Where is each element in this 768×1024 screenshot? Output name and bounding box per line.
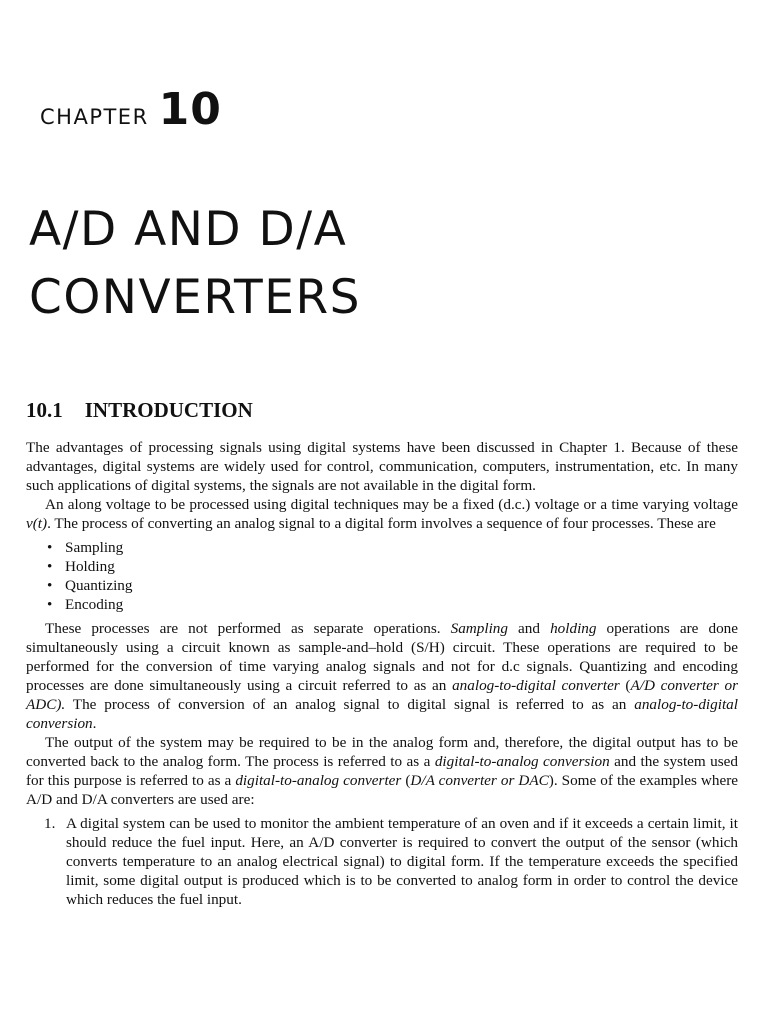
section-heading (26, 398, 253, 423)
list-item-number: 1. (44, 815, 56, 832)
body-text (26, 438, 738, 909)
process-list (26, 538, 738, 614)
paragraph-processes (26, 619, 738, 733)
emphasis-adc-abbrev: A/D converter or ADC). (26, 677, 738, 713)
section-title: INTRODUCTION (84, 398, 253, 422)
emphasis-dac-conversion: digital-to-analog conversion (434, 753, 610, 770)
emphasis-adc-conversion: analog-to-digital conversion (26, 696, 738, 732)
paragraph-analog-voltage (26, 495, 738, 533)
text-run: and (508, 620, 551, 637)
section-number: 10.1 (26, 398, 63, 422)
bullet-icon: • (47, 577, 53, 594)
emphasis-adc-term: analog-to-digital converter (452, 677, 620, 694)
chapter-heading (40, 84, 222, 135)
text-run: . (92, 715, 97, 732)
text-run: and the system used for this purpose is referred to as a (26, 753, 739, 789)
list-item (47, 557, 738, 576)
text-run: The output of the system may be required to be in the analog form and, therefore, the digital output has to be converted back to the analog form. The process is referred to as a (26, 734, 738, 770)
emphasis-holding: holding (550, 620, 597, 637)
paragraph-analog-voltage-text-1: An along voltage to be processed using digital techniques may be a fixed (d.c.) voltage or a time varying voltage (45, 496, 738, 513)
examples-list (26, 814, 738, 909)
text-run: ). Some of the examples where A/D and D/A converters are used are: (26, 772, 739, 808)
list-item-text: Quantizing (65, 577, 133, 594)
text-run: ( (619, 677, 631, 694)
paragraph-dac (26, 733, 738, 809)
bullet-icon: • (47, 558, 53, 575)
chapter-label: CHAPTER (40, 105, 149, 129)
list-item (47, 538, 738, 557)
bullet-icon: • (47, 539, 53, 556)
emphasis-sampling: Sampling (450, 620, 508, 637)
list-item (47, 595, 738, 614)
list-item (44, 814, 738, 909)
chapter-title-line-2: CONVERTERS (29, 270, 361, 325)
list-item-text: Sampling (65, 539, 124, 556)
chapter-title-line-1: A/D AND D/A (29, 202, 348, 257)
paragraph-analog-voltage-text-2: . The process of converting an analog signal to a digital form involves a sequence of four processes. These are (47, 515, 716, 532)
chapter-title (29, 196, 361, 332)
chapter-number: 10 (158, 84, 222, 135)
emphasis-dac-term: digital-to-analog converter (235, 772, 402, 789)
emphasis-dac-abbrev: D/A converter or DAC (410, 772, 549, 789)
list-item-text: A digital system can be used to monitor the ambient temperature of an oven and if it exceeds a certain limit, it should reduce the fuel input. Here, an A/D converter is required to convert the output of the sensor (which converts temperature to an analog electrical signal) to digital form. If the temperature exceeds the specified limit, some digital output is produced which is to be converted to analog form in order to control the device which reduces the fuel input. (66, 815, 738, 908)
paragraph-intro: The advantages of processing signals using digital systems have been discussed in Chapter 1. Because of these advantages, digital systems are widely used for control, communication, computers, instrumentation, etc. In many such applications of digital systems, the signals are not available in the digital form. (26, 439, 738, 494)
math-v-of-t: v(t) (26, 515, 48, 532)
text-run: operations are done simultaneously using a circuit known as sample-and–hold (S/H) circuit. These operations are required to be performed for the conversion of time varying analog signals and not for d.c signals. Quantizing and encoding processes are done simultaneously using a circuit referred to as an (26, 620, 738, 694)
list-item-text: Encoding (65, 596, 124, 613)
text-run: ( (401, 772, 411, 789)
text-run: The process of conversion of an analog signal to digital signal is referred to as an (65, 696, 635, 713)
bullet-icon: • (47, 596, 53, 613)
list-item-text: Holding (65, 558, 115, 575)
list-item (47, 576, 738, 595)
text-run: These processes are not performed as separate operations. (45, 620, 451, 637)
